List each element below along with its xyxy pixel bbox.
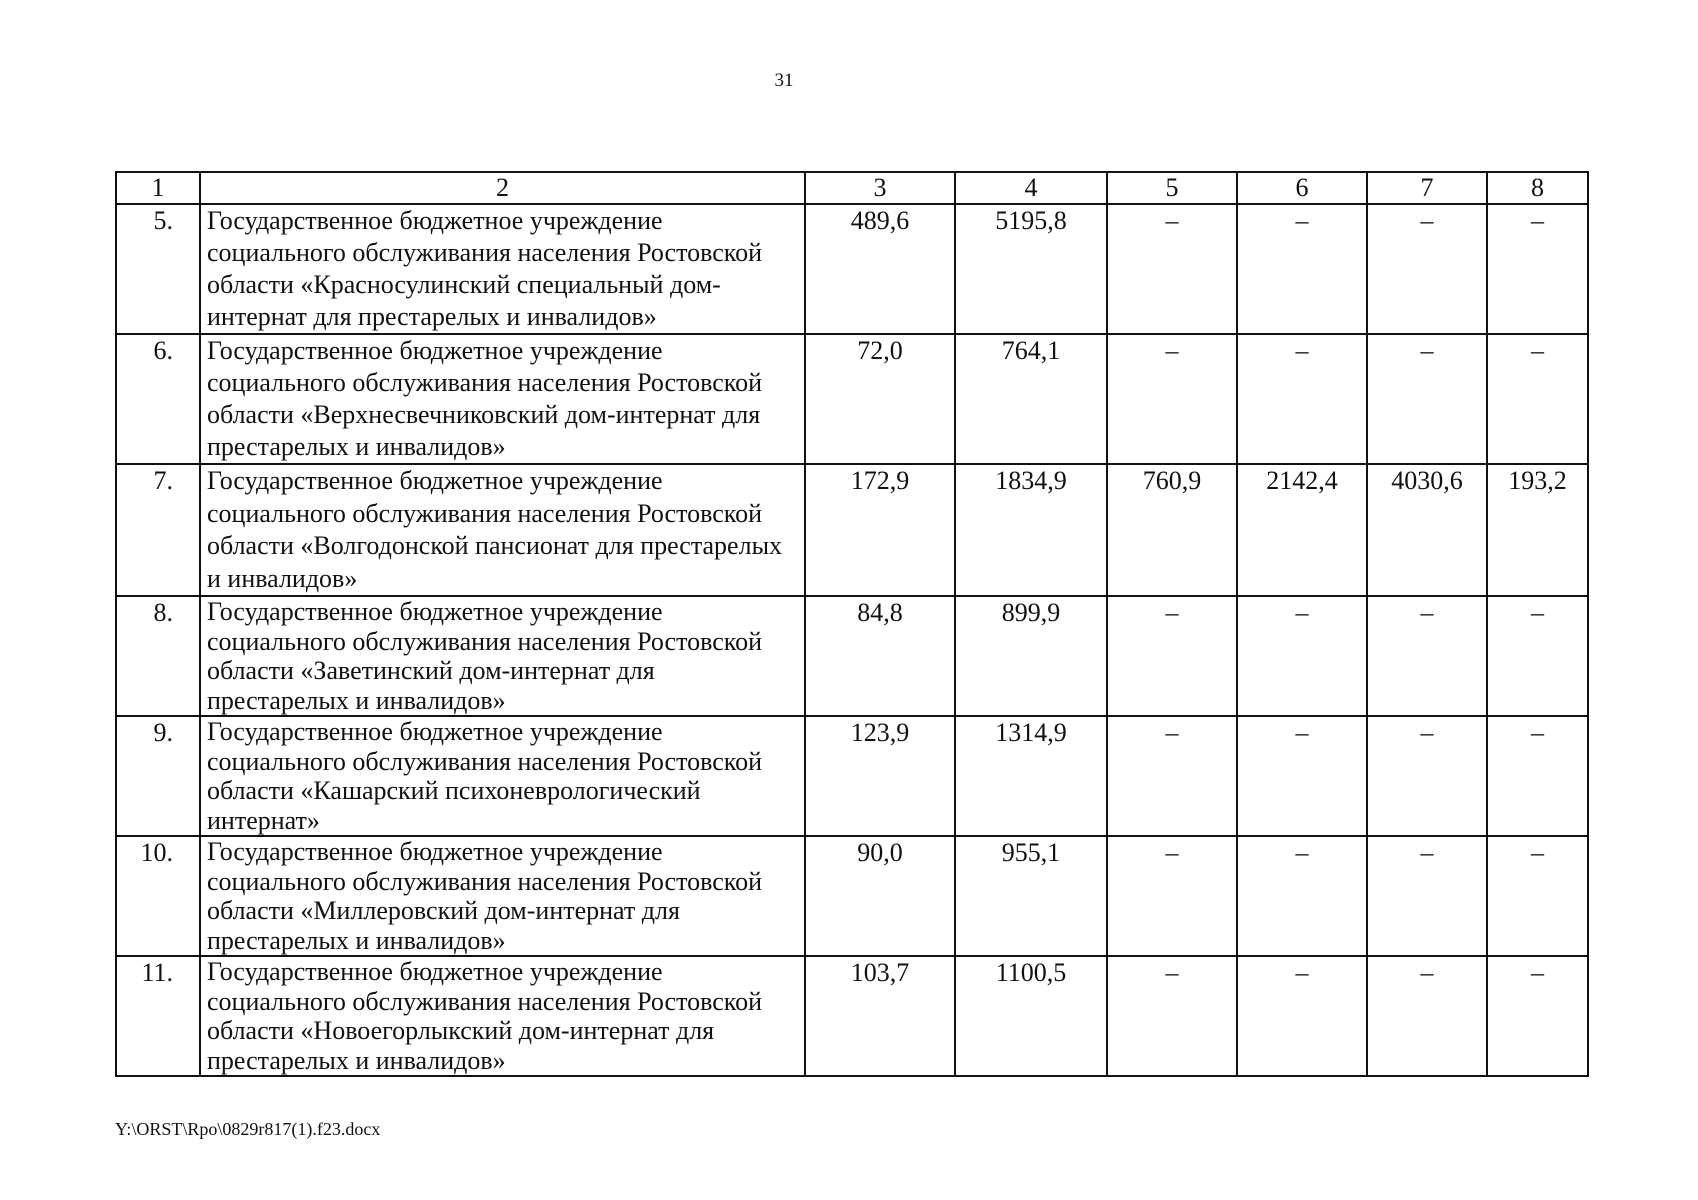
value-cell: – (1487, 204, 1588, 334)
value-cell: – (1237, 204, 1367, 334)
column-header: 4 (955, 172, 1107, 204)
value-cell: – (1487, 956, 1588, 1076)
value-cell: 90,0 (805, 836, 955, 956)
value-cell: – (1107, 596, 1237, 716)
row-number: 10. (116, 836, 200, 956)
table-row (116, 836, 1588, 956)
value-cell: 5195,8 (955, 204, 1107, 334)
table-row (116, 464, 1588, 596)
value-cell: 2142,4 (1237, 464, 1367, 596)
table-row (116, 596, 1588, 716)
column-header: 6 (1237, 172, 1367, 204)
table-row (116, 716, 1588, 836)
value-cell: – (1367, 204, 1487, 334)
value-cell: 4030,6 (1367, 464, 1487, 596)
value-cell: – (1487, 716, 1588, 836)
file-path-footer: Y:\ORST\Rpo\0829r817(1).f23.docx (115, 1119, 381, 1139)
value-cell: 84,8 (805, 596, 955, 716)
value-cell: 764,1 (955, 334, 1107, 464)
value-cell: – (1107, 204, 1237, 334)
value-cell: – (1107, 836, 1237, 956)
value-cell: – (1367, 956, 1487, 1076)
value-cell: – (1367, 716, 1487, 836)
value-cell: – (1237, 596, 1367, 716)
column-header: 5 (1107, 172, 1237, 204)
column-header: 8 (1487, 172, 1588, 204)
value-cell: – (1107, 956, 1237, 1076)
value-cell: – (1367, 836, 1487, 956)
value-cell: – (1487, 596, 1588, 716)
column-header: 3 (805, 172, 955, 204)
value-cell: – (1237, 716, 1367, 836)
value-cell: – (1367, 596, 1487, 716)
value-cell: 899,9 (955, 596, 1107, 716)
row-number: 8. (116, 596, 200, 716)
row-number: 9. (116, 716, 200, 836)
value-cell: 489,6 (805, 204, 955, 334)
value-cell: – (1237, 334, 1367, 464)
value-cell: 172,9 (805, 464, 955, 596)
row-number: 6. (116, 334, 200, 464)
value-cell: 1314,9 (955, 716, 1107, 836)
institution-name: Государственное бюджетное учреждение социального обслуживания населения Ростовской области «Верхнесвечниковский дом-интернат для престарелых и инвалидов» (200, 334, 805, 464)
institution-name: Государственное бюджетное учреждение социального обслуживания населения Ростовской области «Кашарский психоневрологический интернат» (200, 716, 805, 836)
value-cell: 955,1 (955, 836, 1107, 956)
value-cell: 760,9 (1107, 464, 1237, 596)
value-cell: – (1487, 334, 1588, 464)
table-row (116, 204, 1588, 334)
value-cell: 1100,5 (955, 956, 1107, 1076)
value-cell: 123,9 (805, 716, 955, 836)
page-number: 31 (774, 70, 794, 91)
table-row (116, 956, 1588, 1076)
row-number: 7. (116, 464, 200, 596)
value-cell: – (1237, 836, 1367, 956)
value-cell: – (1487, 836, 1588, 956)
institution-name: Государственное бюджетное учреждение социального обслуживания населения Ростовской области «Миллеровский дом-интернат для престарелых и инвалидов» (200, 836, 805, 956)
institution-name: Государственное бюджетное учреждение социального обслуживания населения Ростовской области «Красносулинский специальный дом-интернат для престарелых и инвалидов» (200, 204, 805, 334)
value-cell: 72,0 (805, 334, 955, 464)
value-cell: – (1107, 716, 1237, 836)
header-row (116, 172, 1588, 204)
column-header: 1 (116, 172, 200, 204)
value-cell: 193,2 (1487, 464, 1588, 596)
value-cell: – (1237, 956, 1367, 1076)
row-number: 11. (116, 956, 200, 1076)
institution-name: Государственное бюджетное учреждение социального обслуживания населения Ростовской области «Волгодонской пансионат для престарелых и инвалидов» (200, 464, 805, 596)
column-header: 2 (200, 172, 805, 204)
institution-name: Государственное бюджетное учреждение социального обслуживания населения Ростовской области «Заветинский дом-интернат для престарелых и инвалидов» (200, 596, 805, 716)
value-cell: – (1367, 334, 1487, 464)
row-number: 5. (116, 204, 200, 334)
table-row (116, 334, 1588, 464)
value-cell: 103,7 (805, 956, 955, 1076)
value-cell: 1834,9 (955, 464, 1107, 596)
data-table (115, 171, 1589, 1077)
column-header: 7 (1367, 172, 1487, 204)
value-cell: – (1107, 334, 1237, 464)
institution-name: Государственное бюджетное учреждение социального обслуживания населения Ростовской области «Новоегорлыкский дом-интернат для престарелых и инвалидов» (200, 956, 805, 1076)
